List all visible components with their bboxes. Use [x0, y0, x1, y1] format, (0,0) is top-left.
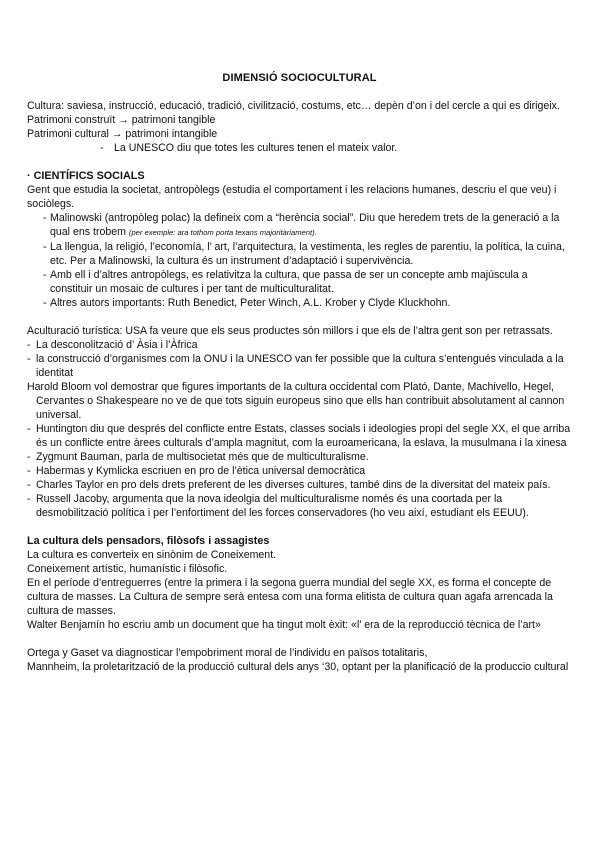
list-item: - Zygmunt Bauman, parla de multisocietat més que de multiculturalisme.: [27, 450, 572, 464]
pensadors-line: En el període d’entreguerres (entre la primera i la segona guerra mundial del segle XX, es forma el concepte de cultura de masses. La Cultura de sempre serà entesa com una forma elitista de cultura quan agafa arrencada la cultura de masses.: [27, 577, 553, 617]
list-item: - Altres autors importants: Ruth Benedict, Peter Winch, A.L. Krober y Clyde Kluckhohn.: [27, 296, 572, 310]
list-item: - Habermas y Kymlicka escriuen en pro de l’ètica universal democràtica: [27, 464, 572, 478]
pensadors-line: Coneixement artístic, humanístic i filòsofic.: [27, 563, 228, 575]
unesco-text: La UNESCO diu que totes les cultures tenen el mateix valor.: [114, 142, 398, 154]
unesco-line: [27, 141, 572, 155]
dash-bullet: -: [100, 142, 104, 154]
mannheim-line: Mannheim, la proletarització de la producció cultural dels anys ‘30, optant per la planificació de la produccio cultural: [27, 661, 569, 673]
pensadors-heading: La cultura dels pensadors, filòsofs i assagistes: [27, 535, 270, 547]
cientifics-description: Gent que estudia la societat, antropòlegs (estudia el comportament i les relacions humanes, descriu el que veu) i sociòlegs.: [27, 184, 557, 210]
pensadors-line: La cultura es converteix en sinònim de Coneixement.: [27, 549, 277, 561]
pensadors-line: Walter Benjamín ho escriu amb un document que ha tingut molt èxit: «l’ era de la reproducció tècnica de l’art»: [27, 619, 541, 631]
malinowski-text: Malinowski (antropòleg polac) la defineix com a “herència social”. Diu que heredem trets de la generació a la qual ens trobem: [50, 212, 560, 238]
list-item: - Huntington diu que després del conflicte entre Estats, classes socials i ideologies propi del segle XX, el que arriba és un conflicte entre àrees culturals d’ampla magnitut, com la euroamericana, la eslava, la musulmana i la xinesa: [27, 422, 572, 450]
list-item: - Amb ell i d’altres antropòlegs, es relativitza la cultura, que passa de ser un concepte amb majúscula a constituir un mosaic de cultures i per tant de multiculturalitat.: [27, 268, 572, 296]
list-item: - La llengua, la religió, l’economía, l’ art, l’arquitectura, la vestimenta, les regles de parentiu, la política, la cuina, etc. Per a Malinowski, la cultura és un instrument d’adaptació i supervivència.: [27, 240, 572, 268]
list-item: - Russell Jacoby, argumenta que la nova ideolgia del multiculturalisme només és una coortada per la desmobilització política i per l’enfortiment del les forces conservadores (ho veu així, estudiant els EEUU).: [27, 492, 572, 520]
bloom-paragraph: Harold Bloom vol demostrar que figures importants de la cultura occidental com Plató, Dante, Machivello, Hegel, Cervantes o Shakespeare no ve de que tots siguin europeus sino que ells han contribuit absolutament al cannon universal.: [27, 381, 565, 421]
page-title: DIMENSIÓ SOCIOCULTURAL: [222, 72, 377, 84]
list-item: - La desconolització d’ Àsia i l’Àfrica: [27, 338, 572, 352]
list-item: [27, 211, 572, 240]
list-item: - la construcció d’organismes com la ONU i la UNESCO van fer possible que la cultura s’entengués vinculada a la identitat: [27, 352, 572, 380]
ortega-line: Ortega y Gaset va diagnosticar l’empobriment moral de l’individu en països totalitaris,: [27, 647, 428, 659]
list-item: - Charles Taylor en pro dels drets preferent de les diverses cultures, també dins de la diversitat del mateix país.: [27, 478, 572, 492]
patrimoni-intangible: Patrimoni cultural → patrimoni intangible: [27, 128, 218, 140]
aculturacio-intro: Aculturació turística: USA fa veure que els seus productes són millors i que els de l’altra gent son per retrassats.: [27, 325, 553, 337]
cientifics-heading: · CIENTÍFICS SOCIALS: [27, 170, 145, 182]
patrimoni-tangible: Patrimoni construït → patrimoni tangible: [27, 114, 216, 126]
malinowski-note: (per exemple: ara tothom porta texans majoritàriament).: [128, 228, 317, 237]
cultura-definition: Cultura: saviesa, instrucció, educació, tradició, civilització, costums, etc… depèn d’on i del cercle a qui es dirigeix.: [27, 100, 560, 112]
